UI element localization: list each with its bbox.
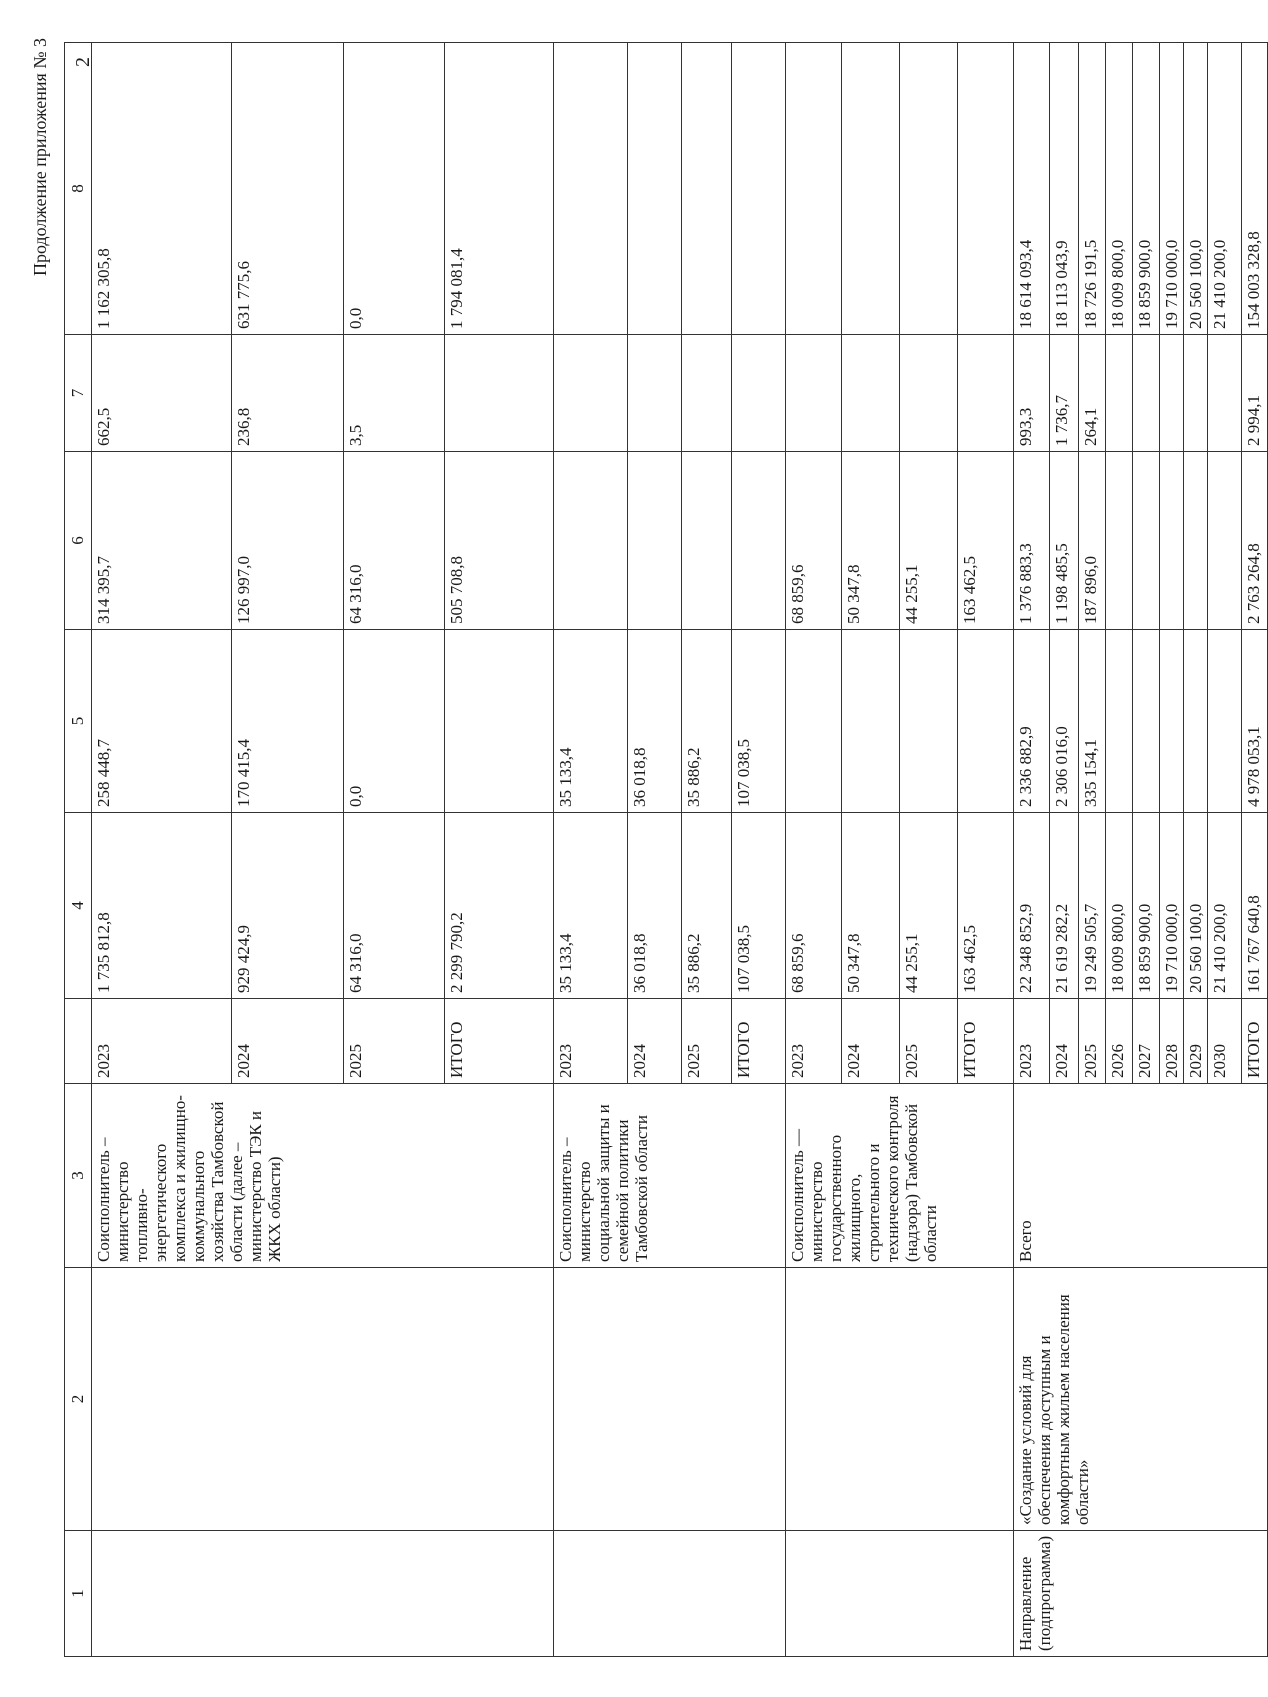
year-cell: 2023 bbox=[786, 999, 842, 1084]
year-cell: ИТОГО bbox=[732, 999, 786, 1084]
value-cell-c4: 2 299 790,2 bbox=[445, 813, 554, 999]
value-cell-c4: 35 886,2 bbox=[682, 813, 732, 999]
group-col1-cell bbox=[92, 1531, 554, 1657]
value-cell-c4: 64 316,0 bbox=[344, 813, 445, 999]
year-cell: ИТОГО bbox=[1242, 999, 1268, 1084]
value-cell-c6: 64 316,0 bbox=[344, 452, 445, 630]
value-cell-c6: 50 347,8 bbox=[842, 452, 900, 630]
value-cell-c6: 126 997,0 bbox=[232, 452, 344, 630]
value-cell-c4: 19 710 000,0 bbox=[1160, 813, 1184, 999]
value-cell-c7 bbox=[445, 335, 554, 452]
value-cell-c5: 2 336 882,9 bbox=[1014, 630, 1050, 813]
value-cell-c5: 0,0 bbox=[344, 630, 445, 813]
value-cell-c7: 2 994,1 bbox=[1242, 335, 1268, 452]
column-header: 8 bbox=[65, 43, 92, 335]
value-cell-c6: 44 255,1 bbox=[900, 452, 958, 630]
value-cell-c8: 21 410 200,0 bbox=[1208, 43, 1242, 335]
value-cell-c6 bbox=[1160, 452, 1184, 630]
value-cell-c8 bbox=[786, 43, 842, 335]
table-row bbox=[786, 43, 842, 1657]
column-number-row bbox=[65, 43, 92, 1657]
value-cell-c4: 36 018,8 bbox=[628, 813, 682, 999]
value-cell-c5 bbox=[786, 630, 842, 813]
value-cell-c7 bbox=[842, 335, 900, 452]
value-cell-c6 bbox=[682, 452, 732, 630]
year-cell: ИТОГО bbox=[958, 999, 1014, 1084]
value-cell-c4: 44 255,1 bbox=[900, 813, 958, 999]
value-cell-c8: 1 794 081,4 bbox=[445, 43, 554, 335]
value-cell-c7: 264,1 bbox=[1079, 335, 1106, 452]
value-cell-c4: 1 735 812,8 bbox=[92, 813, 232, 999]
value-cell-c6: 187 896,0 bbox=[1079, 452, 1106, 630]
value-cell-c5: 335 154,1 bbox=[1079, 630, 1106, 813]
value-cell-c5 bbox=[1208, 630, 1242, 813]
value-cell-c6 bbox=[1184, 452, 1208, 630]
value-cell-c5: 2 306 016,0 bbox=[1050, 630, 1079, 813]
value-cell-c4: 22 348 852,9 bbox=[1014, 813, 1050, 999]
group-col1-cell bbox=[786, 1531, 1014, 1657]
value-cell-c4: 161 767 640,8 bbox=[1242, 813, 1268, 999]
group-col3-cell: Соисполнитель — министерство государственного жилищного, строительного и технического контроля (надзора) Тамбовской области bbox=[786, 1084, 1014, 1268]
year-cell: 2024 bbox=[628, 999, 682, 1084]
value-cell-c7: 662,5 bbox=[92, 335, 232, 452]
value-cell-c5: 35 886,2 bbox=[682, 630, 732, 813]
column-header: 6 bbox=[65, 452, 92, 630]
column-header bbox=[65, 999, 92, 1084]
value-cell-c6 bbox=[1106, 452, 1133, 630]
column-header: 1 bbox=[65, 1531, 92, 1657]
year-cell: 2024 bbox=[842, 999, 900, 1084]
value-cell-c8 bbox=[554, 43, 628, 335]
value-cell-c6: 1 198 485,5 bbox=[1050, 452, 1079, 630]
value-cell-c8: 0,0 bbox=[344, 43, 445, 335]
value-cell-c5 bbox=[842, 630, 900, 813]
value-cell-c7 bbox=[1184, 335, 1208, 452]
table-row bbox=[1014, 43, 1050, 1657]
value-cell-c7 bbox=[732, 335, 786, 452]
value-cell-c6 bbox=[732, 452, 786, 630]
table-row bbox=[92, 43, 232, 1657]
group-col3-cell: Соисполнитель – министерство топливно-энергетического комплекса и жилищно-коммунального хозяйства Тамбовской области (далее – министерство ТЭК и ЖКХ области) bbox=[92, 1084, 554, 1268]
value-cell-c5 bbox=[1106, 630, 1133, 813]
value-cell-c8: 631 775,6 bbox=[232, 43, 344, 335]
year-cell: 2023 bbox=[1014, 999, 1050, 1084]
value-cell-c7: 236,8 bbox=[232, 335, 344, 452]
year-cell: 2025 bbox=[344, 999, 445, 1084]
value-cell-c7 bbox=[900, 335, 958, 452]
value-cell-c5: 170 415,4 bbox=[232, 630, 344, 813]
group-col2-cell: «Создание условий для обеспечения доступным и комфортным жильем населения области» bbox=[1014, 1268, 1268, 1531]
year-cell: 2027 bbox=[1133, 999, 1160, 1084]
year-cell: 2024 bbox=[232, 999, 344, 1084]
value-cell-c8 bbox=[900, 43, 958, 335]
value-cell-c5 bbox=[1184, 630, 1208, 813]
value-cell-c5 bbox=[1133, 630, 1160, 813]
value-cell-c8 bbox=[958, 43, 1014, 335]
value-cell-c6: 314 395,7 bbox=[92, 452, 232, 630]
value-cell-c8: 18 614 093,4 bbox=[1014, 43, 1050, 335]
year-cell: 2025 bbox=[682, 999, 732, 1084]
year-cell: 2029 bbox=[1184, 999, 1208, 1084]
column-header: 7 bbox=[65, 335, 92, 452]
value-cell-c8: 1 162 305,8 bbox=[92, 43, 232, 335]
value-cell-c8: 154 003 328,8 bbox=[1242, 43, 1268, 335]
group-col2-cell bbox=[786, 1268, 1014, 1531]
value-cell-c7 bbox=[628, 335, 682, 452]
value-cell-c8 bbox=[628, 43, 682, 335]
value-cell-c5 bbox=[1160, 630, 1184, 813]
value-cell-c5 bbox=[900, 630, 958, 813]
year-cell: 2023 bbox=[554, 999, 628, 1084]
continuation-note: Продолжение приложения № 3 bbox=[30, 38, 50, 277]
value-cell-c8: 19 710 000,0 bbox=[1160, 43, 1184, 335]
value-cell-c4: 68 859,6 bbox=[786, 813, 842, 999]
value-cell-c4: 163 462,5 bbox=[958, 813, 1014, 999]
value-cell-c6: 1 376 883,3 bbox=[1014, 452, 1050, 630]
value-cell-c7 bbox=[1208, 335, 1242, 452]
year-cell: 2024 bbox=[1050, 999, 1079, 1084]
table-body bbox=[65, 43, 1268, 1657]
value-cell-c7 bbox=[554, 335, 628, 452]
value-cell-c8: 18 009 800,0 bbox=[1106, 43, 1133, 335]
value-cell-c8 bbox=[842, 43, 900, 335]
value-cell-c8: 18 859 900,0 bbox=[1133, 43, 1160, 335]
year-cell: ИТОГО bbox=[445, 999, 554, 1084]
value-cell-c5 bbox=[445, 630, 554, 813]
value-cell-c7: 1 736,7 bbox=[1050, 335, 1079, 452]
value-cell-c8: 18 113 043,9 bbox=[1050, 43, 1079, 335]
value-cell-c5: 107 038,5 bbox=[732, 630, 786, 813]
value-cell-c4: 35 133,4 bbox=[554, 813, 628, 999]
year-cell: 2028 bbox=[1160, 999, 1184, 1084]
value-cell-c6: 2 763 264,8 bbox=[1242, 452, 1268, 630]
column-header: 5 bbox=[65, 630, 92, 813]
value-cell-c7: 993,3 bbox=[1014, 335, 1050, 452]
value-cell-c6: 505 708,8 bbox=[445, 452, 554, 630]
value-cell-c4: 19 249 505,7 bbox=[1079, 813, 1106, 999]
year-cell: 2023 bbox=[92, 999, 232, 1084]
value-cell-c5: 36 018,8 bbox=[628, 630, 682, 813]
group-col1-cell: Направление (подпрограмма) bbox=[1014, 1531, 1268, 1657]
column-header: 2 bbox=[65, 1268, 92, 1531]
value-cell-c6: 68 859,6 bbox=[786, 452, 842, 630]
table-row bbox=[554, 43, 628, 1657]
value-cell-c5: 258 448,7 bbox=[92, 630, 232, 813]
value-cell-c7: 3,5 bbox=[344, 335, 445, 452]
group-col1-cell bbox=[554, 1531, 786, 1657]
group-col2-cell bbox=[554, 1268, 786, 1531]
funding-table bbox=[64, 42, 1268, 1657]
value-cell-c8: 18 726 191,5 bbox=[1079, 43, 1106, 335]
value-cell-c7 bbox=[1133, 335, 1160, 452]
value-cell-c4: 21 410 200,0 bbox=[1208, 813, 1242, 999]
value-cell-c5: 4 978 053,1 bbox=[1242, 630, 1268, 813]
value-cell-c4: 107 038,5 bbox=[732, 813, 786, 999]
column-header: 4 bbox=[65, 813, 92, 999]
value-cell-c8: 20 560 100,0 bbox=[1184, 43, 1208, 335]
value-cell-c8 bbox=[732, 43, 786, 335]
value-cell-c6 bbox=[554, 452, 628, 630]
value-cell-c7 bbox=[786, 335, 842, 452]
page-number: 2 bbox=[72, 57, 94, 67]
value-cell-c6 bbox=[628, 452, 682, 630]
value-cell-c7 bbox=[958, 335, 1014, 452]
value-cell-c5: 35 133,4 bbox=[554, 630, 628, 813]
value-cell-c4: 20 560 100,0 bbox=[1184, 813, 1208, 999]
value-cell-c5 bbox=[958, 630, 1014, 813]
group-col2-cell bbox=[92, 1268, 554, 1531]
group-col3-cell: Всего bbox=[1014, 1084, 1268, 1268]
value-cell-c8 bbox=[682, 43, 732, 335]
value-cell-c6 bbox=[1208, 452, 1242, 630]
year-cell: 2025 bbox=[900, 999, 958, 1084]
group-col3-cell: Соисполнитель – министерство социальной защиты и семейной политики Тамбовской области bbox=[554, 1084, 786, 1268]
year-cell: 2030 bbox=[1208, 999, 1242, 1084]
value-cell-c4: 18 009 800,0 bbox=[1106, 813, 1133, 999]
value-cell-c6 bbox=[1133, 452, 1160, 630]
year-cell: 2025 bbox=[1079, 999, 1106, 1084]
value-cell-c4: 21 619 282,2 bbox=[1050, 813, 1079, 999]
value-cell-c7 bbox=[682, 335, 732, 452]
year-cell: 2026 bbox=[1106, 999, 1133, 1084]
value-cell-c7 bbox=[1160, 335, 1184, 452]
value-cell-c6: 163 462,5 bbox=[958, 452, 1014, 630]
value-cell-c7 bbox=[1106, 335, 1133, 452]
column-header: 3 bbox=[65, 1084, 92, 1268]
value-cell-c4: 929 424,9 bbox=[232, 813, 344, 999]
value-cell-c4: 50 347,8 bbox=[842, 813, 900, 999]
value-cell-c4: 18 859 900,0 bbox=[1133, 813, 1160, 999]
